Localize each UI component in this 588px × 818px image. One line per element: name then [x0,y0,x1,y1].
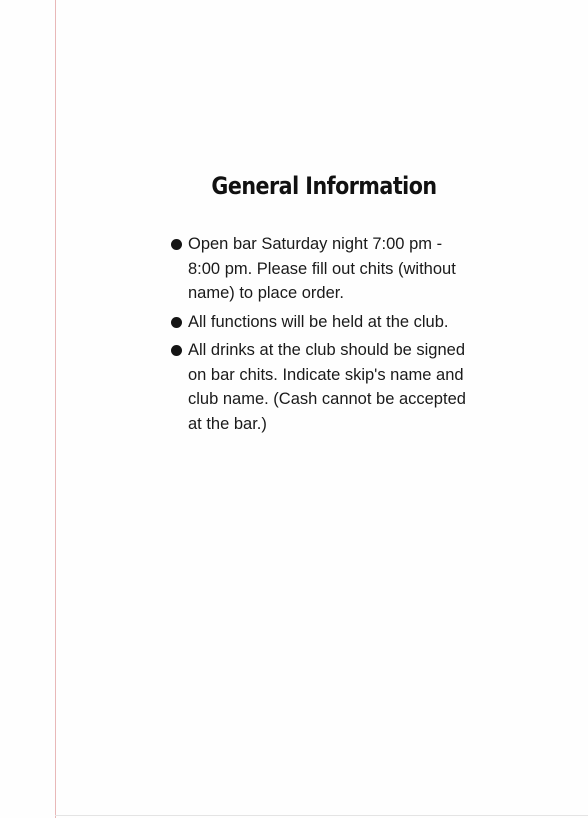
list-item [170,232,470,306]
bullet-icon [171,317,182,328]
list-item [170,310,470,335]
list-item-text: All drinks at the club should be signed on bar chits. Indicate skip's name and club name. (Cash cannot be accepted at the bar.) [188,341,466,433]
bullet-icon [171,345,182,356]
page-left-edge [55,0,56,818]
list-item [170,338,470,436]
bullet-icon [171,239,182,250]
list-item-text: Open bar Saturday night 7:00 pm - 8:00 pm. Please fill out chits (without name) to place order. [188,235,456,302]
page-title: General Information [211,172,437,200]
page-bottom-edge [55,815,588,816]
list-item-text: All functions will be held at the club. [188,312,449,331]
info-list [170,232,470,440]
